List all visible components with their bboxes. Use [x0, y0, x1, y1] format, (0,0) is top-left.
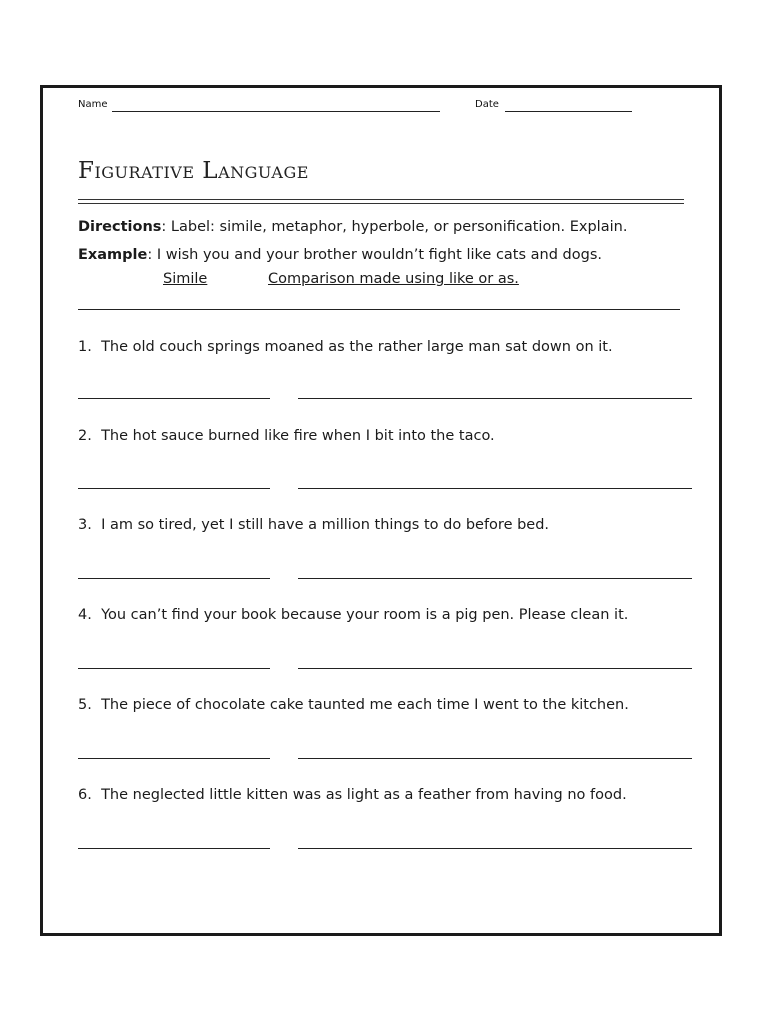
question-text: The piece of chocolate cake taunted me each time I went to the kitchen. — [101, 697, 629, 713]
title-rule-top — [78, 199, 684, 200]
question-5 — [78, 697, 629, 713]
q3-label-line[interactable] — [78, 578, 270, 579]
example-answer-label: Simile — [163, 271, 208, 287]
directions-text: : Label: simile, metaphor, hyperbole, or personification. Explain. — [161, 219, 628, 235]
q3-explain-line[interactable] — [298, 578, 692, 579]
q2-label-line[interactable] — [78, 488, 270, 489]
q5-label-line[interactable] — [78, 758, 270, 759]
date-label: Date — [475, 99, 499, 110]
question-2 — [78, 428, 495, 444]
q6-explain-line[interactable] — [298, 848, 692, 849]
q6-label-line[interactable] — [78, 848, 270, 849]
question-number: 4. — [78, 607, 92, 623]
q4-label-line[interactable] — [78, 668, 270, 669]
title-rule-bottom — [78, 203, 684, 204]
q1-label-line[interactable] — [78, 398, 270, 399]
example-answer-explanation: Comparison made using like or as. — [268, 271, 519, 287]
directions — [78, 219, 627, 235]
q5-explain-line[interactable] — [298, 758, 692, 759]
example-text: : I wish you and your brother wouldn’t fight like cats and dogs. — [147, 247, 602, 263]
question-text: You can’t find your book because your room is a pig pen. Please clean it. — [101, 607, 629, 623]
name-label: Name — [78, 99, 108, 110]
question-number: 1. — [78, 339, 92, 355]
directions-label: Directions — [78, 219, 162, 235]
date-line[interactable] — [505, 111, 632, 112]
q2-explain-line[interactable] — [298, 488, 692, 489]
question-number: 3. — [78, 517, 92, 533]
example-divider — [78, 309, 680, 310]
question-text: The hot sauce burned like fire when I bit into the taco. — [101, 428, 495, 444]
question-1 — [78, 339, 613, 355]
page-title: Figurative Language — [78, 158, 309, 184]
q4-explain-line[interactable] — [298, 668, 692, 669]
question-3 — [78, 517, 549, 533]
question-4 — [78, 607, 628, 623]
question-number: 6. — [78, 787, 92, 803]
example — [78, 247, 602, 263]
name-line[interactable] — [112, 111, 440, 112]
question-text: The old couch springs moaned as the rather large man sat down on it. — [101, 339, 613, 355]
question-text: I am so tired, yet I still have a million things to do before bed. — [101, 517, 550, 533]
q1-explain-line[interactable] — [298, 398, 692, 399]
question-number: 5. — [78, 697, 92, 713]
question-text: The neglected little kitten was as light as a feather from having no food. — [101, 787, 627, 803]
question-6 — [78, 787, 627, 803]
worksheet-border — [40, 85, 722, 936]
example-label: Example — [78, 247, 148, 263]
question-number: 2. — [78, 428, 92, 444]
